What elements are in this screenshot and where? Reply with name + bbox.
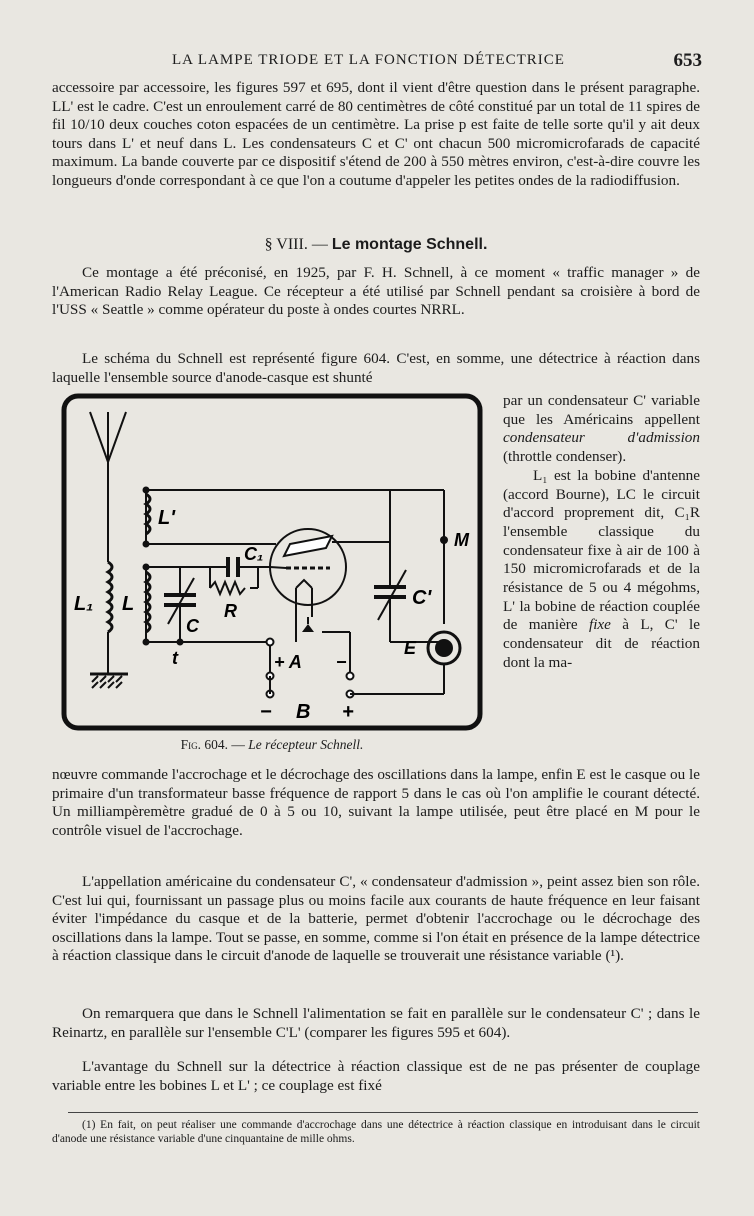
antenna-symbol xyxy=(90,412,126,562)
wrap-italic: fixe xyxy=(588,616,611,634)
wrap-text: par un condensateur C' variable que les Américains appellent xyxy=(503,392,700,428)
paragraph-text: L'avantage du Schnell sur la détectrice à réaction classique est de ne pas présenter de couplage variable entre les bobines L et L' ; ce couplage est fixé xyxy=(52,1058,700,1094)
coil-L xyxy=(146,572,150,632)
label-L: L xyxy=(122,593,135,615)
label-E: E xyxy=(404,638,417,658)
label-minus-B: − xyxy=(260,701,272,723)
label-C-prime: C' xyxy=(412,587,432,609)
paragraph-text: Ce montage a été préconisé, en 1925, par F. H. Schnell, à ce moment « traffic manager » de l'American Radio Relay League. Ce récepteur a été utilisé par Schnell pendant sa croisière à bord de l'USS « Seattle » comme opérateur du poste à ondes courtes NRRL. xyxy=(52,264,700,319)
paragraph-text: Le schéma du Schnell est représenté figure 604. C'est, en somme, une détectrice à réaction dans laquelle l'ensemble source d'anode-casque est shunté xyxy=(52,350,700,386)
lamp-filament xyxy=(296,580,312,588)
wrapped-text-column xyxy=(503,392,700,673)
paragraph-text: On remarquera que dans le Schnell l'alimentation se fait en parallèle sur le condensateur C' ; dans le Reinartz, en parallèle sur l'ensemble C'L' (comparer les figures 595 et 604). xyxy=(52,1005,700,1041)
footnote-rule xyxy=(68,1112,698,1113)
label-M: M xyxy=(454,530,469,550)
footnote-text: (1) En fait, on peut réaliser une commande d'accrochage dans une détectrice à réaction classique en introduisant dans le circuit d'anode une résistance variable d'une cinquantaine de mille ohms. xyxy=(52,1119,700,1145)
paragraph-intro xyxy=(52,79,700,191)
label-L-prime: L' xyxy=(158,507,175,529)
paragraph-history xyxy=(52,264,700,320)
paragraph-advantage xyxy=(52,1058,700,1095)
wrap-paragraph-1 xyxy=(503,392,700,467)
label-B: B xyxy=(296,701,311,723)
ground-symbol xyxy=(90,674,128,688)
paragraph-text: accessoire par accessoire, les figures 597 et 695, dont il vient d'être question dans le présent paragraphe. LL' est le cadre. C'est un enroulement carré de 80 centimètres de côté constitué par un total de 11 spires de fil 10/10 deux couches coton espacées de un centimètre. La prise p est faite de telle sorte qu'il y ait deux tours dans L' et neuf dans L. Les condensateurs C et C' ont chacun 500 micromicrofarads de capacité maximum. La bande couverte par ce dispositif s'étend de 200 à 550 mètres environ, c'est-à-dire couvre les longueurs d'onde correspondant à ce que l'on a coutume d'appeler les petites ondes de la radiodiffusion. xyxy=(52,79,700,189)
label-C: C xyxy=(186,616,199,636)
paragraph-schema xyxy=(52,350,700,387)
paragraph-text: nœuvre commande l'accrochage et le décrochage des oscillations dans la lampe, enfin E est le casque ou le primaire d'un transformateur basse fréquence de rapport 5 dans le cas où l'on amplifie le courant détecté. Un milliampèremètre gradué de 0 à 5 ou 10, suivant la lampe utilisée, peut être placé en M pour le contrôle visuel de l'accrochage. xyxy=(52,766,700,839)
resistor-R xyxy=(210,582,245,594)
figure-caption xyxy=(60,737,484,753)
wrap-paragraph-2 xyxy=(503,467,700,673)
coil-L1 xyxy=(108,562,112,632)
section-number: § VIII. — xyxy=(264,236,328,253)
wrap-text: (throttle condenser). xyxy=(503,448,627,466)
rheostat-arrow xyxy=(302,624,314,632)
paragraph-continuation xyxy=(52,766,700,840)
label-L1: L₁ xyxy=(74,593,94,615)
point-M xyxy=(440,536,448,544)
schematic-diagram xyxy=(60,392,484,732)
label-plus-B: + xyxy=(342,701,354,723)
lamp-plate xyxy=(284,536,332,556)
label-plus-A: + A xyxy=(274,652,302,672)
caption-label: Fig. 604. — xyxy=(180,737,245,752)
paragraph-text: L'appellation américaine du condensateur C', « condensateur d'admission », peint assez bien son rôle. C'est lui qui, fournissant un passage plus ou moins facile aux courants de haute fréquence en leur faisant éviter l'impédance du casque et de la batterie, permet d'obtenir l'accrochage ou le décrochage des oscillations dans la lampe. Tout se passe, en somme, comme si l'on était en présence de la lampe détectrice à réaction classique dans le circuit d'anode de laquelle se trouverait une résistance variable (¹). xyxy=(52,873,700,965)
caption-text: Le récepteur Schnell. xyxy=(248,737,364,752)
footnote xyxy=(52,1118,700,1146)
label-t: t xyxy=(172,648,178,668)
running-title: LA LAMPE TRIODE ET LA FONCTION DÉTECTRICE xyxy=(172,52,565,68)
label-minus-A: − xyxy=(336,652,347,672)
label-R: R xyxy=(224,601,237,621)
page-number: 653 xyxy=(673,50,702,71)
wrap-text: L₁ est la bobine d'antenne (accord Bourne), LC le circuit d'accord proprement dit, C₁R l'ensemble classique du condensateur fixe à air de 100 à 150 micromicrofarads et de la résistance de 5 ou 4 mégohms, L' la bobine de réaction couplée de manière xyxy=(503,466,700,634)
paragraph-admission xyxy=(52,873,700,966)
label-C1: C₁ xyxy=(244,544,264,564)
paragraph-remark xyxy=(52,1005,700,1042)
wrap-text: à L, C' le condensateur dit de réaction dont la ma- xyxy=(503,616,700,671)
page-header xyxy=(52,50,702,74)
figure-604 xyxy=(60,392,484,732)
section-title: Le montage Schnell. xyxy=(331,236,488,253)
section-heading xyxy=(52,236,700,254)
wrap-italic: condensateur d'admission xyxy=(503,429,700,447)
